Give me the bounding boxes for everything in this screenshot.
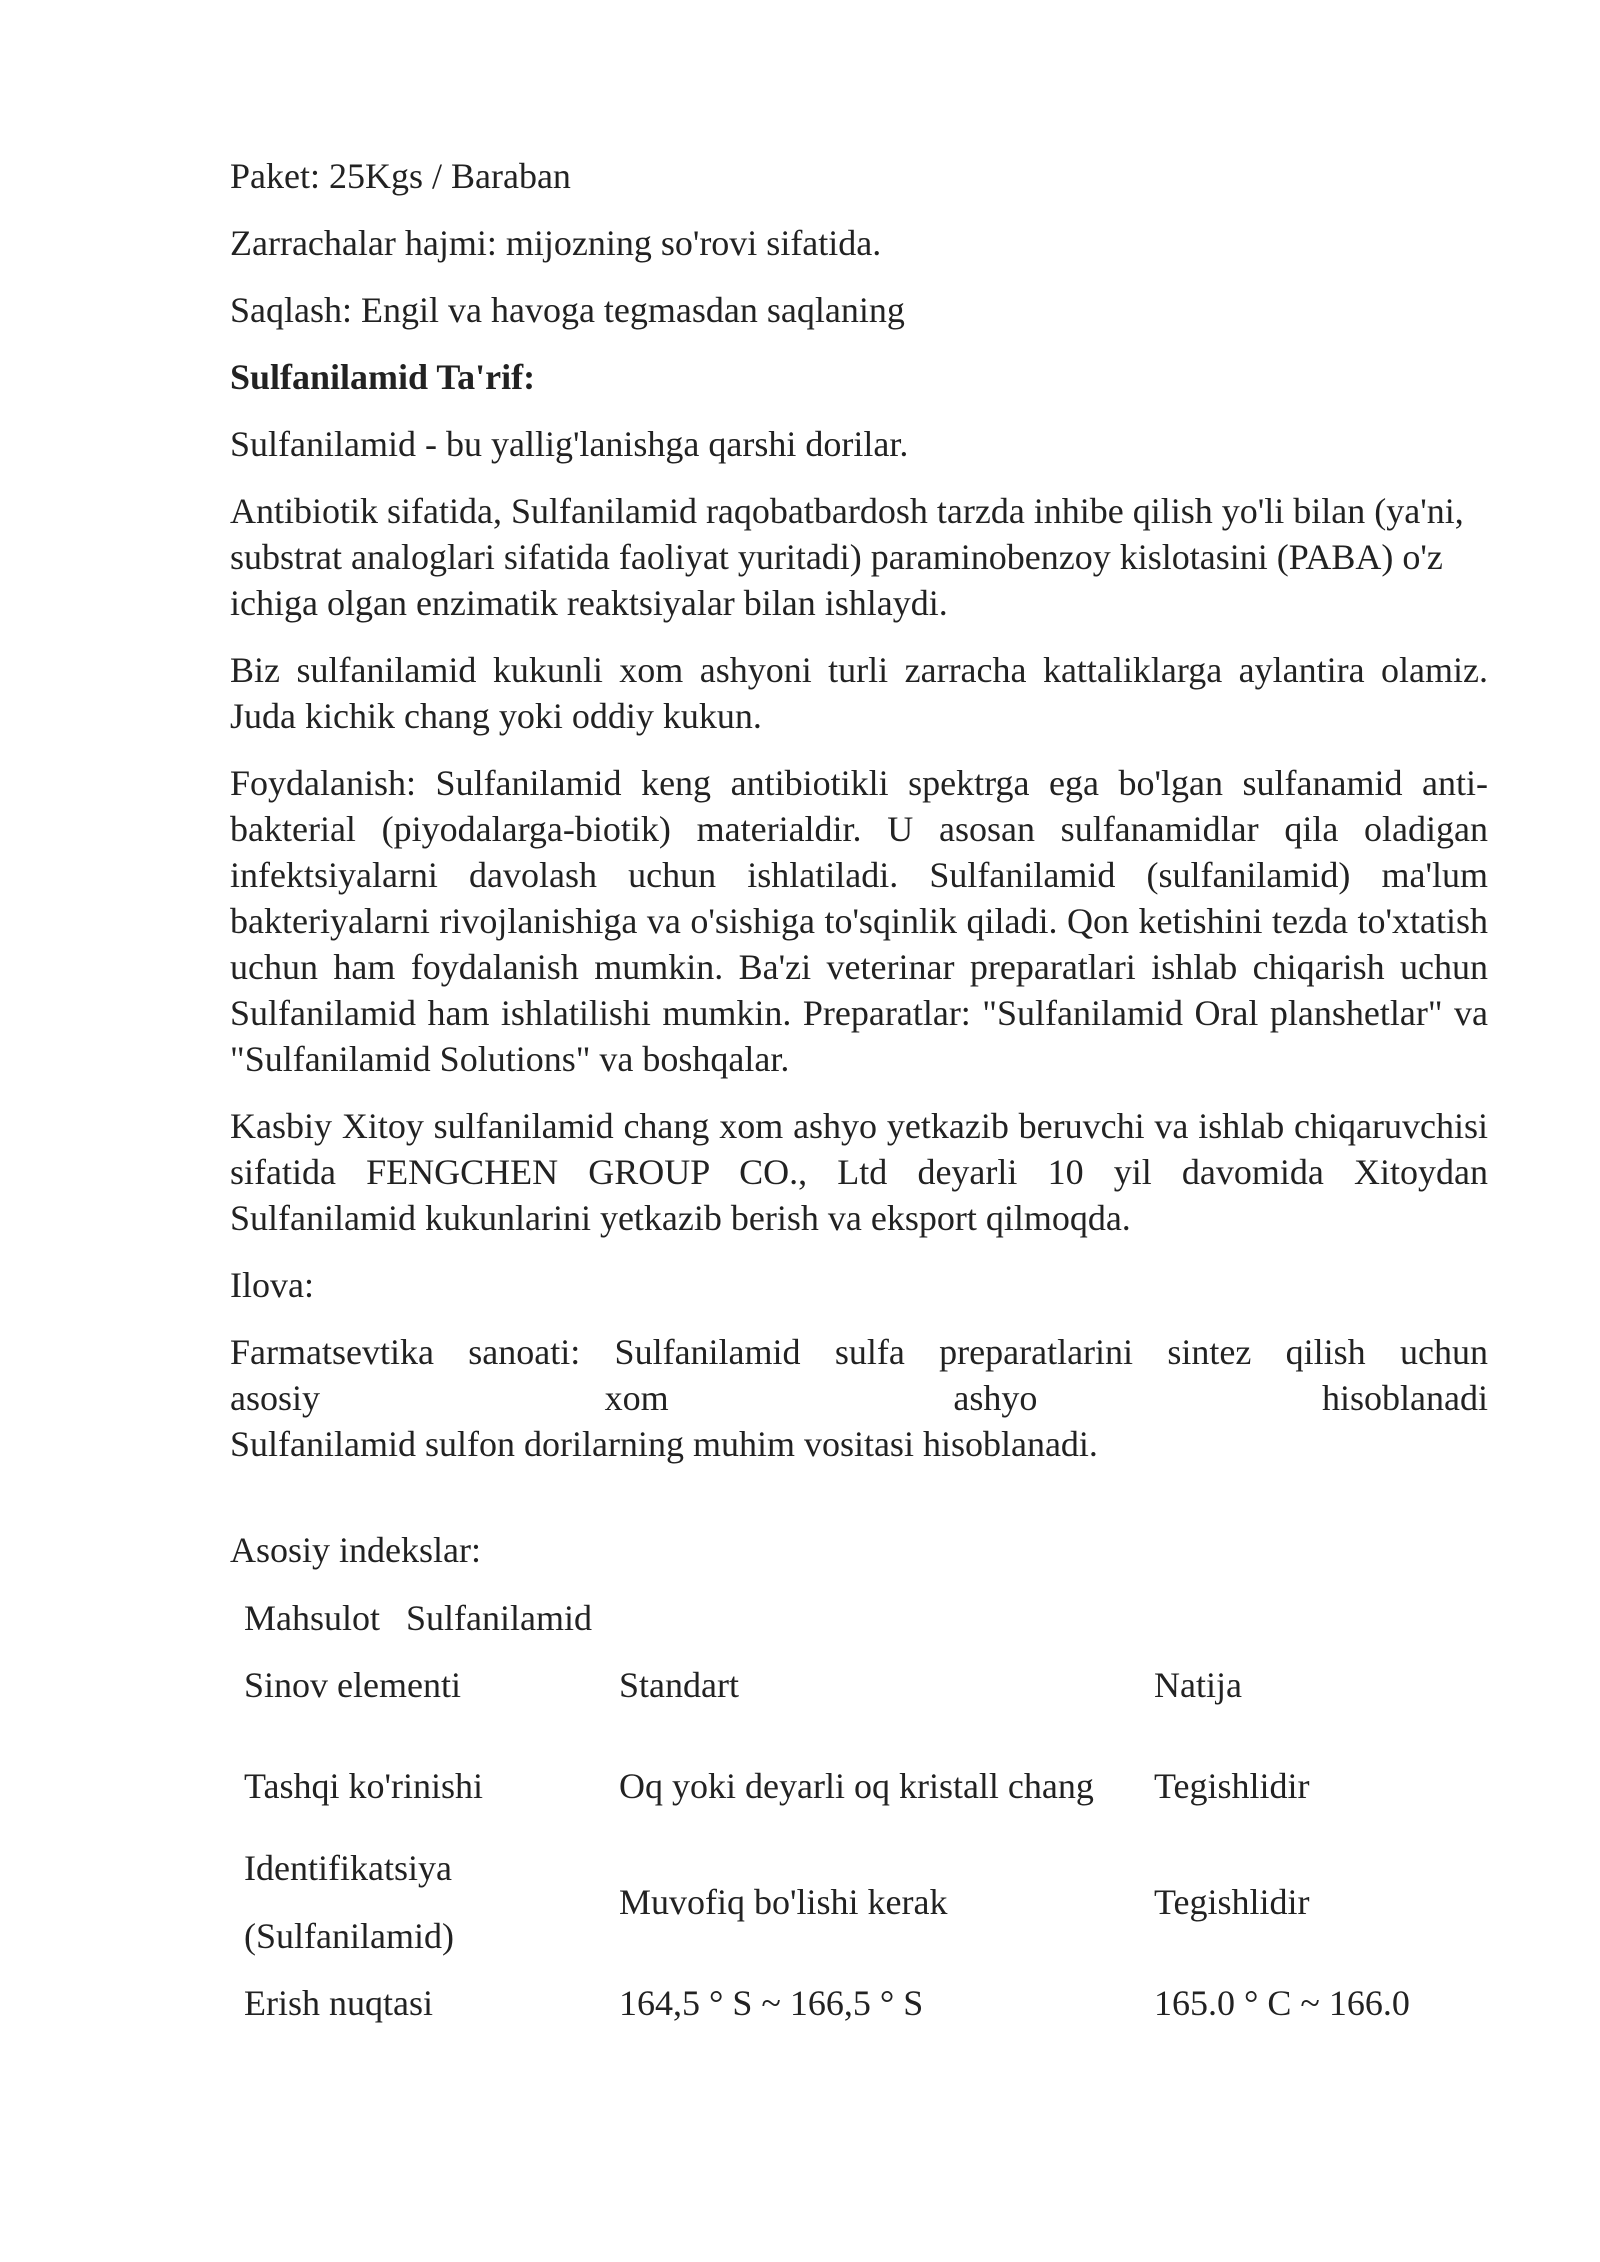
cell-result: Tegishlidir [1154,1882,1310,1922]
indexes-heading: Asosiy indekslar: [230,1530,481,1570]
package-line: Paket: 25Kgs / Baraban [230,156,571,196]
storage-line: Saqlash: Engil va havoga tegmasdan saqlaning [230,290,905,330]
spacer [230,1467,1488,1527]
table-row [244,1842,1488,1962]
cell-standard: Muvofiq bo'lishi kerak [619,1882,948,1922]
application-heading: Ilova: [230,1265,314,1305]
product-cell [244,1595,1488,1662]
cell-standard: Oq yoki deyarli oq kristall chang [619,1765,1094,1806]
product-value: Sulfanilamid [406,1598,592,1638]
particle-size-line: Zarrachalar hajmi: mijozning so'rovi sifatida. [230,223,882,263]
pharma-line-2: asosiy xom ashyo hisoblanadi [230,1378,1488,1418]
table-row-product [244,1595,1488,1662]
table-header-row [244,1662,1488,1729]
table-row [244,1729,1488,1842]
spec-table [244,1595,1488,2044]
supplier-paragraph: Kasbiy Xitoy sulfanilamid chang xom ashyo yetkazib beruvchi va ishlab chiqaruvchisi sifatida FENGCHEN GROUP CO., Ltd deyarli 10 yil davomida Xitoydan Sulfanilamid kukunlarini yetkazib berish va eksport qilmoqda. [230,1106,1488,1238]
cell-result: Tegishlidir [1154,1765,1310,1806]
cell-result: 165.0 ° C ~ 166.0 [1154,1983,1410,2023]
pharma-line-3: Sulfanilamid sulfon dorilarning muhim vositasi hisoblanadi. [230,1424,1098,1464]
header-result: Natija [1154,1665,1242,1705]
usage-paragraph: Foydalanish: Sulfanilamid keng antibiotikli spektrga ega bo'lgan sulfanamid anti-bakterial (piyodalarga-biotik) materialdir. U asosan sulfanamidlar qila oladigan infektsiyalarni davolash uchun ishlatiladi. Sulfanilamid (sulfanilamid) ma'lum bakteriyalarni rivojlanishiga va o'sishiga to'sqinlik qiladi. Qon ketishini tezda to'xtatish uchun ham foydalanish mumkin. Ba'zi veterinar preparatlari ishlab chiqarish uchun Sulfanilamid ham ishlatilishi mumkin. Preparatlar: "Sulfanilamid Oral planshetlar" va "Sulfanilamid Solutions" va boshqalar. [230,763,1488,1079]
cell-item: Erish nuqtasi [244,1983,433,2023]
cell-standard: 164,5 ° S ~ 166,5 ° S [619,1983,924,2023]
pharma-paragraph [230,1329,1488,1467]
description-heading: Sulfanilamid Ta'rif: [230,357,536,397]
table-row [244,1962,1488,2044]
document-body [230,153,1488,2044]
product-label: Mahsulot [244,1598,381,1638]
cell-item-line-2: (Sulfanilamid) [244,1916,454,1956]
cell-item [244,1842,619,1962]
description-paragraph-3: Biz sulfanilamid kukunli xom ashyoni turli zarracha kattaliklarga aylantira olamiz. Juda kichik chang yoki oddiy kukun. [230,650,1488,736]
description-paragraph-2: Antibiotik sifatida, Sulfanilamid raqobatbardosh tarzda inhibe qilish yo'li bilan (ya'ni, substrat analoglari sifatida faoliyat yuritadi) paraminobenzoy kislotasini (PABA) o'z ichiga olgan enzimatik reaktsiyalar bilan ishlaydi. [230,491,1464,623]
pharma-line-1: Farmatsevtika sanoati: Sulfanilamid sulfa preparatlarini sintez qilish uchun [230,1332,1488,1372]
description-paragraph-1: Sulfanilamid - bu yallig'lanishga qarshi dorilar. [230,424,909,464]
cell-item-line-1: Identifikatsiya [244,1848,452,1888]
header-item: Sinov elementi [244,1665,461,1705]
header-standard: Standart [619,1665,739,1705]
cell-item: Tashqi ko'rinishi [244,1765,483,1806]
